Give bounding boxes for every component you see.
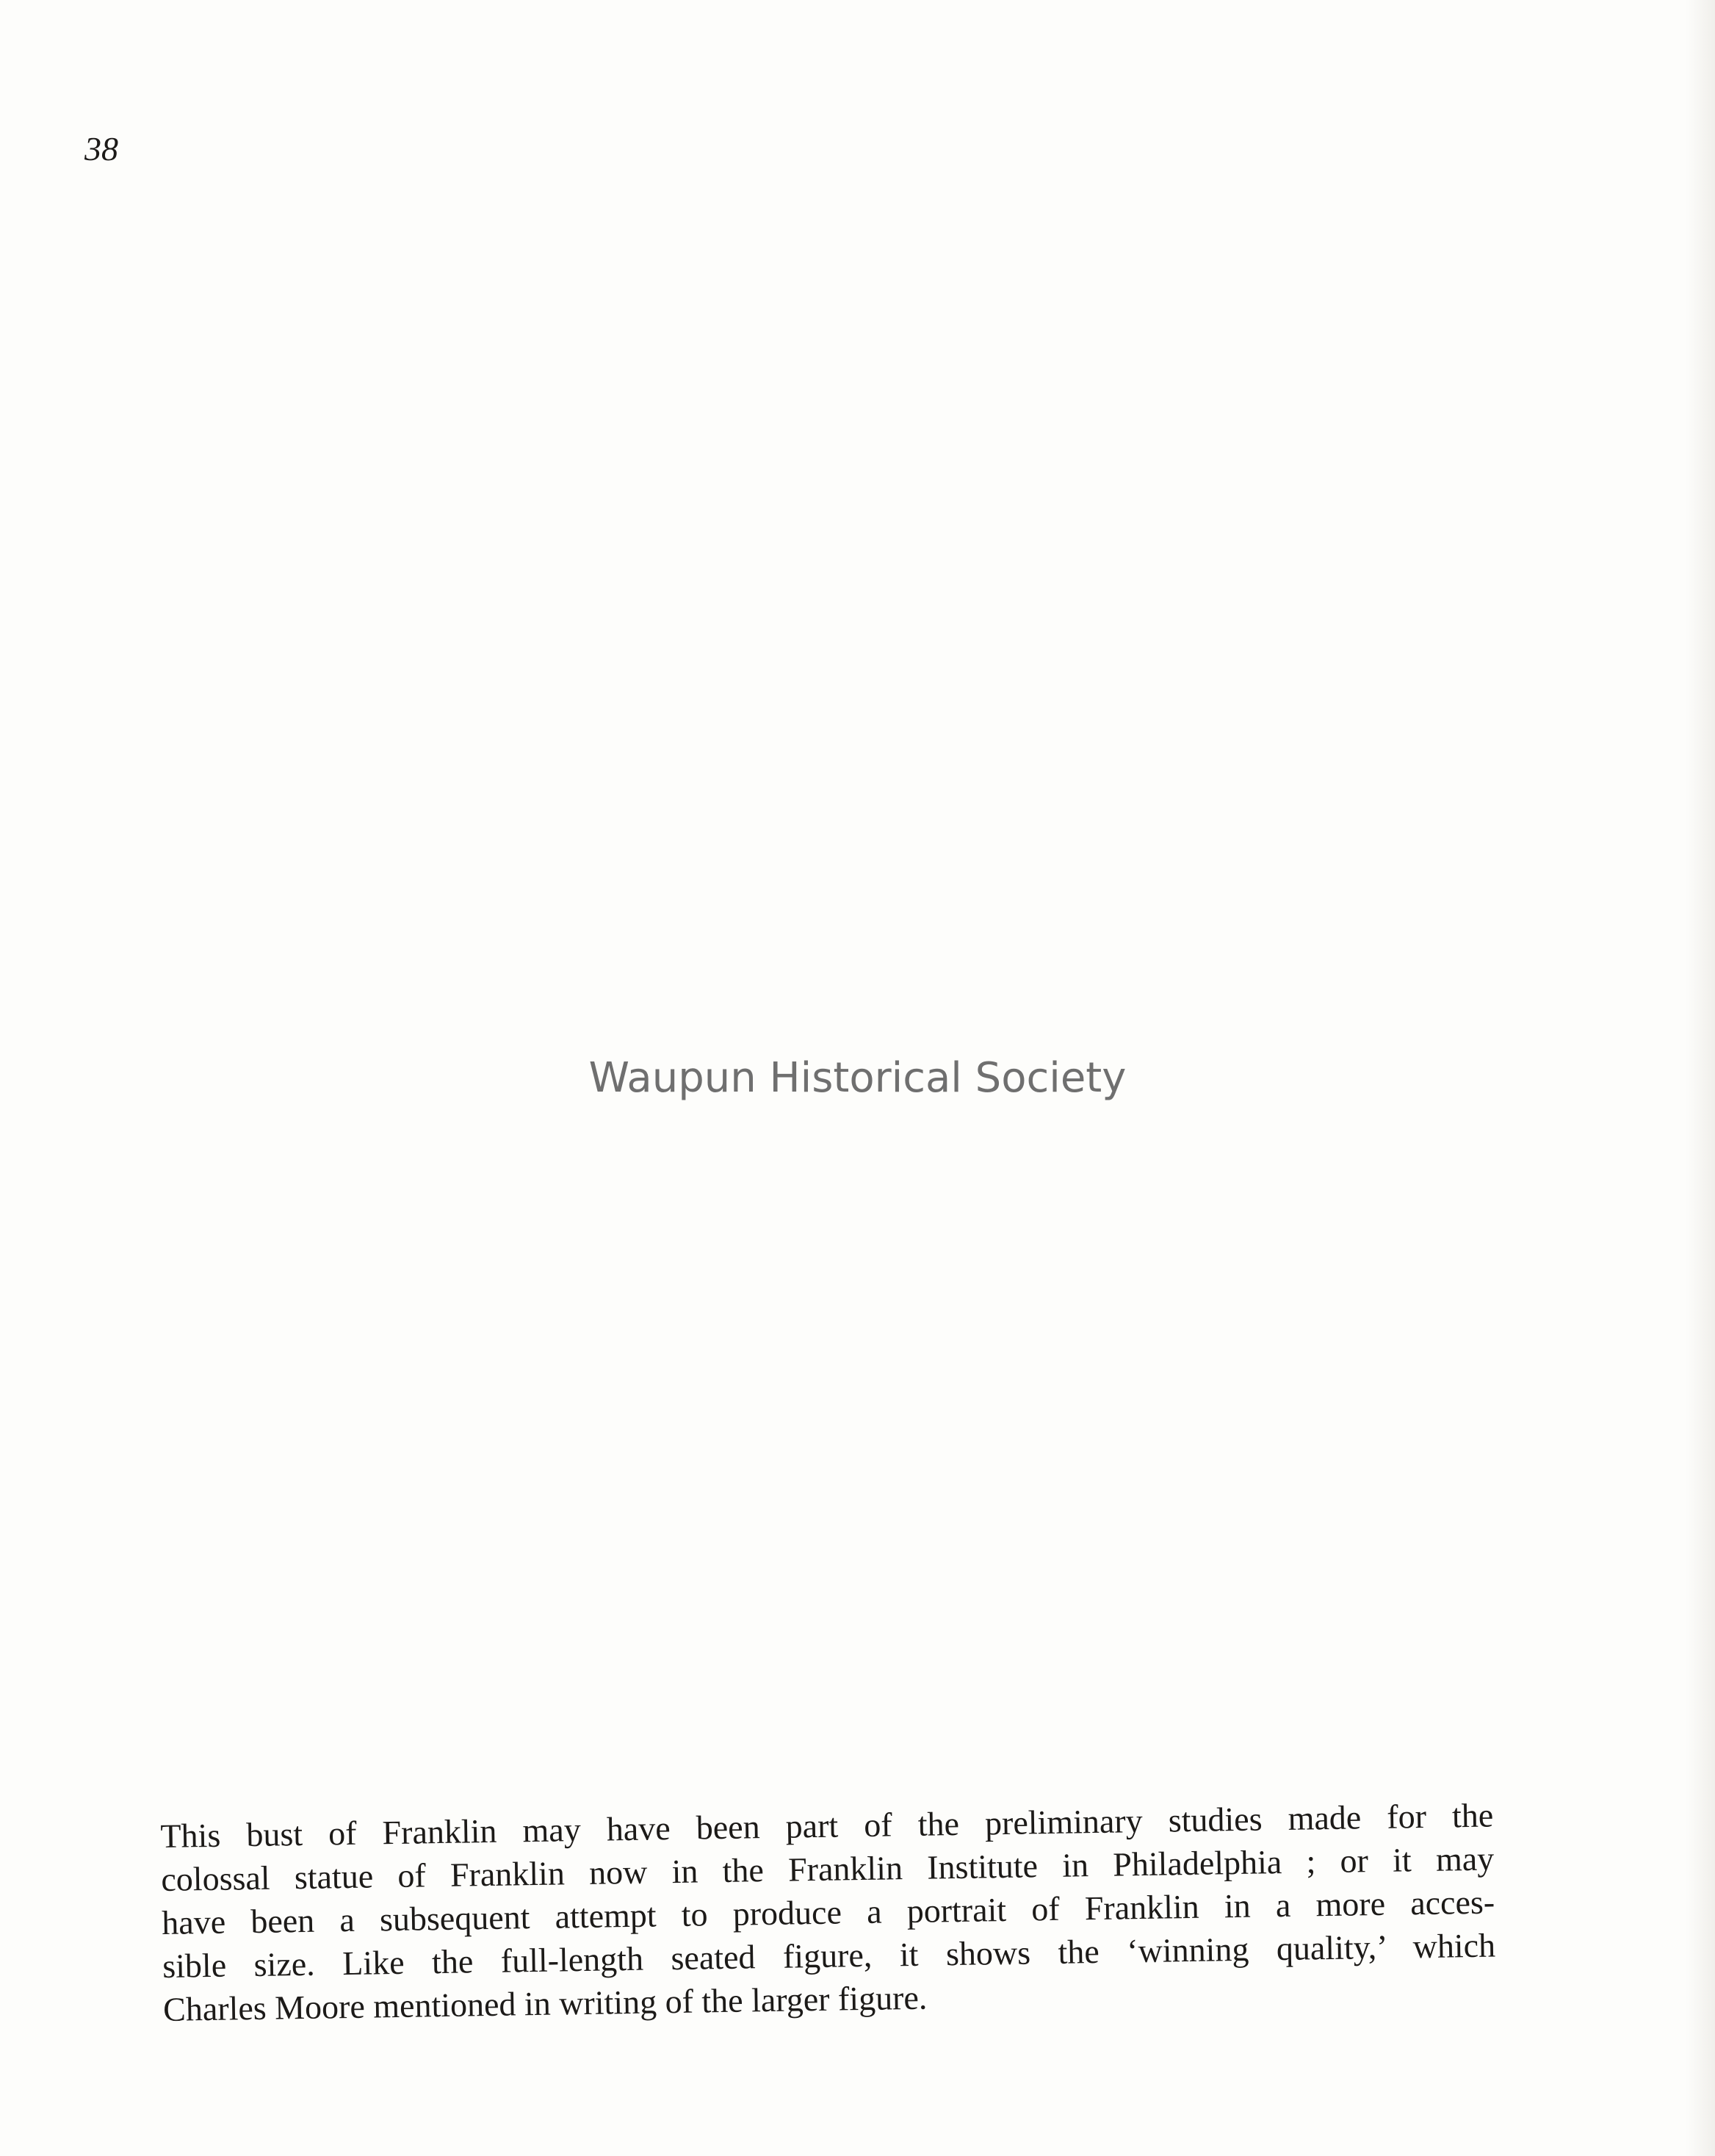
caption-line-3: have been a subsequent attempt to produce a portrait of Franklin in a more acces- — [161, 1883, 1495, 1942]
caption-line-1: This bust of Franklin may have been part of the preliminary studies made for the — [160, 1796, 1494, 1855]
page-number: 38 — [84, 130, 118, 167]
caption-line-2: colossal statue of Franklin now in the Franklin Institute in Philadelphia ; or it may — [160, 1839, 1495, 1898]
caption-line-5: Charles Moore mentioned in writing of the larger figure. — [162, 1978, 928, 2028]
watermark: Waupun Historical Society — [588, 1054, 1127, 1102]
caption-paragraph — [160, 1793, 1496, 2030]
caption-line-4: sible size. Like the full-length seated figure, it shows the ‘winning quality,’ which — [162, 1926, 1496, 1985]
